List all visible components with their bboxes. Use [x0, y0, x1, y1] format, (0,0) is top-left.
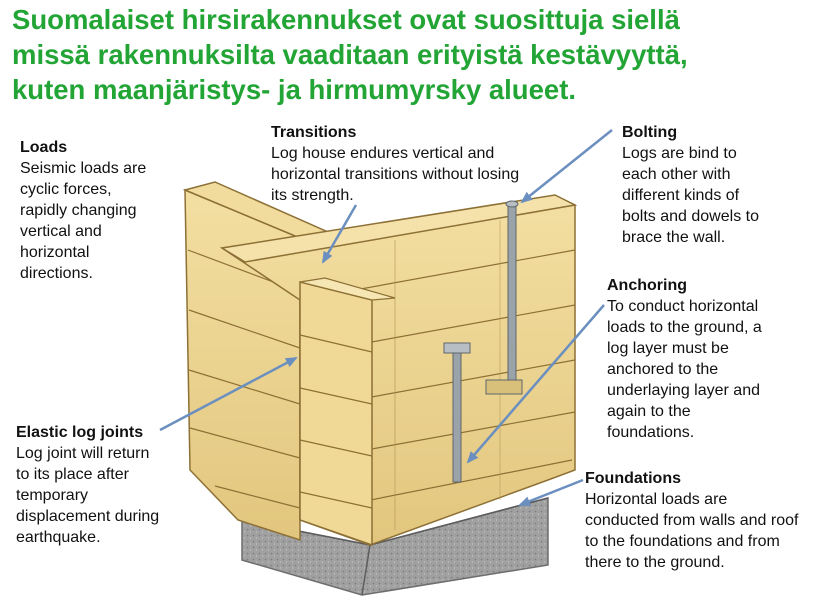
anchoring-line: again to the	[607, 403, 691, 420]
bolting-line: Logs are bind to	[622, 145, 737, 162]
anchoring-heading: Anchoring	[607, 277, 687, 294]
title-line: missä rakennuksilta vaaditaan erityistä kestävyyttä,	[12, 39, 688, 70]
loads-line: cyclic forces,	[20, 181, 112, 198]
transitions-heading: Transitions	[271, 124, 357, 141]
foundations-heading: Foundations	[585, 470, 681, 487]
bolting-line: brace the wall.	[622, 229, 726, 246]
foundations-line: there to the ground.	[585, 554, 725, 571]
title-line: kuten maanjäristys- ja hirmumyrsky alueet.	[12, 74, 576, 105]
anchoring-line: anchored to the	[607, 361, 719, 378]
transitions-label	[271, 122, 519, 206]
transitions-line: Log house endures vertical and	[271, 145, 495, 162]
bolting-heading: Bolting	[622, 124, 678, 141]
loads-heading: Loads	[20, 139, 68, 156]
elastic-line: displacement during	[16, 508, 160, 525]
loads-line: rapidly changing	[20, 202, 137, 219]
foundations-line: to the foundations and from	[585, 533, 780, 550]
anchoring-line: loads to the ground, a	[607, 319, 762, 336]
bolting-line: each other with	[622, 166, 731, 183]
elastic-line: temporary	[16, 487, 89, 504]
loads-label	[20, 137, 146, 284]
transitions-line: horizontal transitions without losing	[271, 166, 520, 183]
anchoring-line: underlaying layer and	[607, 382, 760, 399]
loads-line: Seismic loads are	[20, 160, 147, 177]
elastic-heading: Elastic log joints	[16, 424, 144, 441]
transitions-line: its strength.	[271, 187, 354, 204]
foundations-line: Horizontal loads are	[585, 491, 728, 508]
foundations-line: conducted from walls and roof	[585, 512, 799, 529]
bolting-arrow	[522, 130, 612, 202]
loads-line: directions.	[20, 265, 93, 282]
elastic-line: earthquake.	[16, 529, 101, 546]
foundations-label	[585, 468, 798, 573]
anchoring-line: To conduct horizontal	[607, 298, 759, 315]
loads-line: horizontal	[20, 244, 90, 261]
title-line: Suomalaiset hirsirakennukset ovat suosittuja siellä	[12, 4, 680, 35]
elastic-line: Log joint will return	[16, 445, 150, 462]
elastic-joints-label	[16, 422, 159, 548]
loads-line: vertical and	[20, 223, 102, 240]
anchoring-line: foundations.	[607, 424, 695, 441]
elastic-line: to its place after	[16, 466, 129, 483]
bolting-line: bolts and dowels to	[622, 208, 759, 225]
anchoring-line: log layer must be	[607, 340, 729, 357]
anchoring-label	[607, 275, 762, 443]
bolting-line: different kinds of	[622, 187, 740, 204]
bolting-label	[622, 122, 759, 248]
